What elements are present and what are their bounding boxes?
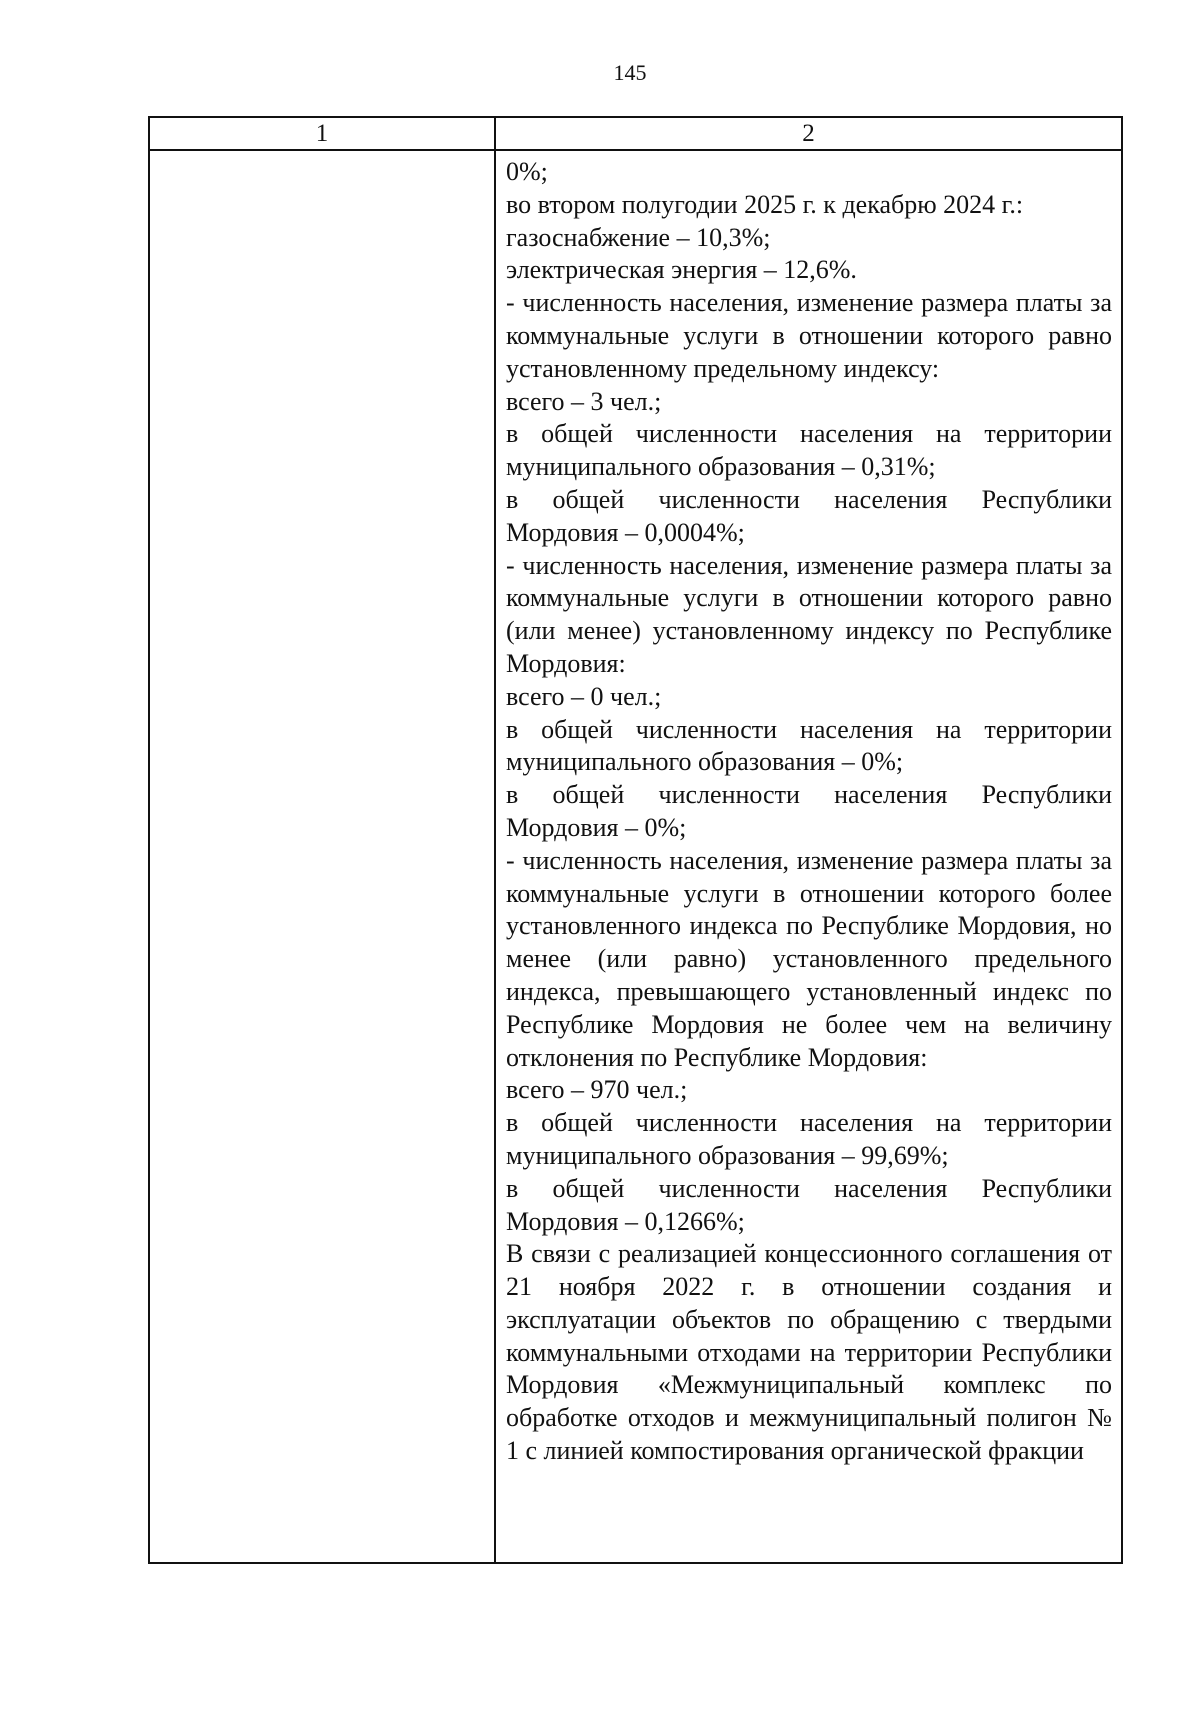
table-header-col-2: 2 — [802, 120, 815, 147]
paragraph: в общей численности населения на территории муниципального образования – 99,69%; — [506, 1108, 1112, 1170]
paragraph: в общей численности населения Республики Мордовия – 0,1266%; — [506, 1173, 1112, 1236]
paragraph: в общей численности населения Республики Мордовия – 0%; — [506, 780, 1112, 842]
table-header-col-1: 1 — [315, 120, 329, 147]
paragraph: во втором полугодии 2025 г. к декабрю 2024 г.: — [506, 189, 1024, 219]
page-number: 145 — [613, 60, 647, 85]
table-cell-col-2 — [506, 156, 1112, 1468]
paragraph: в общей численности населения на территории муниципального образования – 0%; — [506, 714, 1112, 777]
paragraph: всего – 3 чел.; — [506, 386, 662, 416]
column-divider — [494, 118, 496, 1562]
paragraph: всего – 0 чел.; — [506, 681, 662, 711]
paragraph: газоснабжение – 10,3%; — [506, 222, 771, 252]
paragraph: в общей численности населения Республики Мордовия – 0,0004%; — [506, 484, 1112, 547]
paragraph: - численность населения, изменение размера платы за коммунальные услуги в отношении которого равно (или менее) установленному индексу по Республике Мордовия: — [506, 550, 1112, 678]
paragraph: электрическая энергия – 12,6%. — [506, 255, 857, 285]
paragraph: 0%; — [506, 157, 548, 186]
document-table — [148, 116, 1123, 1564]
paragraph: В связи с реализацией концессионного соглашения от 21 ноября 2022 г. в отношении создания и эксплуатации объектов по обращению с твердыми коммунальными отходами на территории Республики Мордовия «Межмуниципальный комплекс по обработке отходов и межмуниципальный полигон № 1 с линией компостирования органической фракции — [506, 1239, 1112, 1466]
paragraph: в общей численности населения на территории муниципального образования – 0,31%; — [506, 419, 1112, 482]
paragraph: - численность населения, изменение размера платы за коммунальные услуги в отношении которого равно установленному предельному индексу: — [506, 288, 1112, 383]
paragraph: всего – 970 чел.; — [506, 1075, 688, 1105]
header-divider — [150, 149, 1121, 151]
paragraph: - численность населения, изменение размера платы за коммунальные услуги в отношении которого более установленного индекса по Республике Мордовия, но менее (или равно) установленного предельного индекса, превышающего установленный индекс по Республике Мордовия не более чем на величину отклонения по Республике Мордовия: — [506, 845, 1112, 1072]
